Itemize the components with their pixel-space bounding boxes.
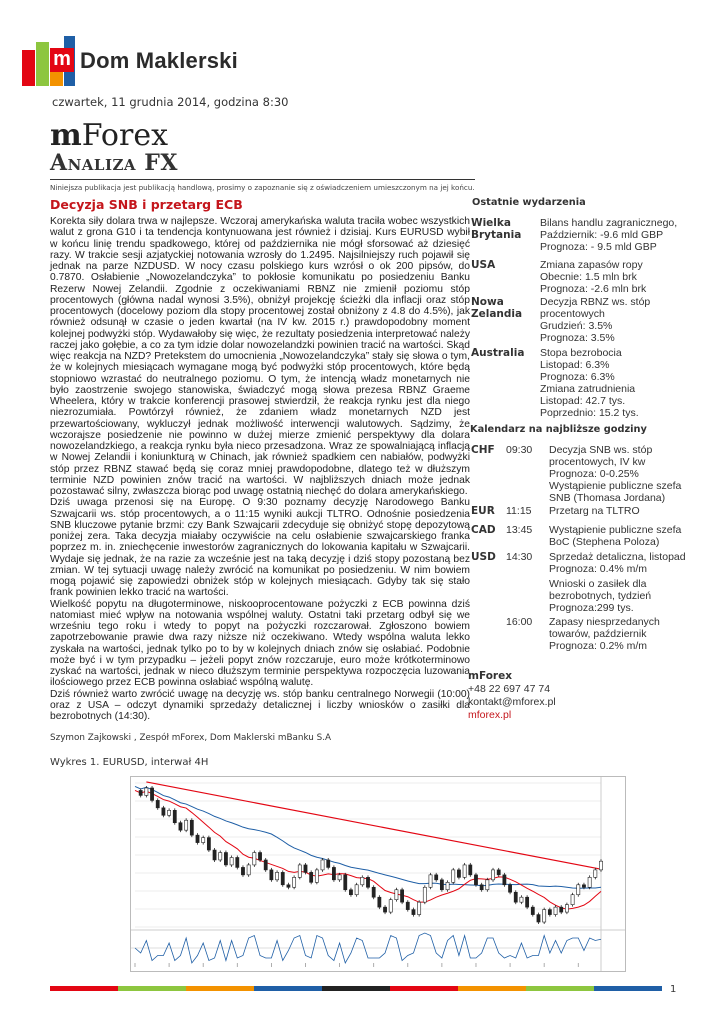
calendar-details xyxy=(549,444,681,504)
calendar-line: Przetarg na TLTRO xyxy=(549,505,640,517)
footer-stripe-segment xyxy=(594,986,662,991)
candle-body xyxy=(548,910,551,915)
calendar-line: Decyzja SNB ws. stóp xyxy=(549,444,653,456)
candle-body xyxy=(383,907,386,912)
calendar-details xyxy=(549,524,681,548)
candle-body xyxy=(202,838,205,843)
candle-body xyxy=(372,887,375,897)
candle-body xyxy=(514,892,517,902)
event-line: Obecnie: 1.5 mln brk xyxy=(540,271,637,283)
candle-body xyxy=(554,907,557,914)
event-country: Australia xyxy=(471,347,525,359)
calendar-line: SNB (Thomasa Jordana) xyxy=(549,492,666,504)
candle-body xyxy=(378,897,381,907)
article-headline: Decyzja SNB i przetarg ECB xyxy=(50,197,243,212)
brand-name: Dom Maklerski xyxy=(80,48,238,73)
calendar-line: Prognoza: 0.2% m/m xyxy=(549,640,648,652)
article-body xyxy=(50,216,470,722)
candle-body xyxy=(332,867,335,879)
calendar-line: bezrobotnych, tydzień xyxy=(549,590,652,602)
event-line: Prognoza: 3.5% xyxy=(540,332,615,344)
candle-body xyxy=(338,875,341,880)
calendar-details xyxy=(549,616,660,652)
candle-body xyxy=(543,910,546,922)
event-line: Prognoza: -2.6 mln brk xyxy=(540,283,647,295)
candle-body xyxy=(190,820,193,835)
calendar-time: 14:30 xyxy=(506,551,533,563)
candle-body xyxy=(236,857,239,867)
candle-body xyxy=(446,882,449,889)
candle-body xyxy=(179,823,182,830)
event-details xyxy=(540,347,639,419)
candle-body xyxy=(571,895,574,905)
report-date: czwartek, 11 grudnia 2014, godzina 8:30 xyxy=(52,95,289,109)
candle-body xyxy=(344,875,347,890)
chart-caption: Wykres 1. EURUSD, interwał 4H xyxy=(50,757,209,768)
candle-body xyxy=(361,877,364,884)
contact-email[interactable]: kontakt@mforex.pl xyxy=(468,696,556,708)
event-line: Październik: -9.6 mld GBP xyxy=(540,229,664,241)
calendar-currency: CHF xyxy=(471,444,495,456)
candle-body xyxy=(293,877,296,887)
page-number: 1 xyxy=(670,984,677,995)
calendar-line: towarów, październik xyxy=(549,628,647,640)
candle-body xyxy=(599,861,602,870)
candle-body xyxy=(230,857,233,864)
candle-body xyxy=(270,870,273,880)
candle-body xyxy=(457,870,460,877)
candle-body xyxy=(503,875,506,885)
event-line: Prognoza: 6.3% xyxy=(540,371,615,383)
footer-stripe-segment xyxy=(322,986,390,991)
paragraph: Korekta siły dolara trwa w najlepsze. Wczoraj amerykańska waluta traciła wobec wszystkich walut z grona G10 i ta tendencja kontynuowana jest również i dzisiaj. Kurs EURUSD wybił w końcu linię trendu spadkowego, której od października nie mógł sforsować aż dziesięć razy. W trakcie sesji azjatyckiej notowania wzrosły do 1.2495. Najsilniejszy ruch pojawił się jednak na parze NZDUSD. W nocy czasu polskiego kurs wzrósł o ok 200 pipsów, do 0.7870. Osłabienie „Nowozelandczyka” to pokłosie komunikatu po posiedzeniu Banku Rezerw Nowej Zelandii. Zgodnie z oczekiwaniami RBNZ nie zmienił poziomu stóp procentowych (główna nadal wynosi 3.5%), obniżył projekcję ścieżki dla inflacji oraz stóp procentowych (docelowy poziom dla stopy procentowej został obniżony z 4.8 do 4.5%), jak również odsunął w czasie o jeden kwartał (na IV kw. 2015 r.) prawdopodobny moment kolejnej podwyżki stóp. Wydawałoby się więc, że rezultaty posiedzenia interpretować należy raczej jako gołębie, a co za tym idzie dolar nowozelandzki powinien tracić na wartości. Skąd więc reakcja na NZD? Pretekstem do umocnienia „Nowozelandczyka” stały się słowa o tym, że w kolejnych miesiącach wymagane mogą być podwyżki stóp procentowych, które będą stopniowo wzrastać do neutralnego poziomu. O tym, że intencją władz monetarnych nie było zaostrzenie swojego stanowiska, świadczyć mogą słowa prezesa RBNZ Graeme Wheelera, który w trakcie konferencji prasowej stwierdził, że reakcja rynku jest dla niego niezrozumiała. Powtórzył również, że zdaniem władz monetarnych NZD jest przewartościowany, wykluczył jednak możliwość interwencji walutowych. Sądzimy, że wczorajsze posiedzenie nie powinno w dużej mierze zmienić perspektywy dla dolara nowozelandzkiego, a reakcja rynku była nieco przesadzona. Wraz ze spowalniającą inflacją w Nowej Zelandii i koniunkturą w Chinach, jak również spadkiem cen nabiałów, podwyżki stóp przez RBNZ stawać będą się coraz mniej prawdopodobne, dlatego też w dłuższym terminie NZD powinien znów tracić na wartości. W najbliższych dniach może jednak pozostawać silny, zwłaszcza biorąc pod uwagę ostatnią niechęć do dolara amerykańskiego. xyxy=(50,216,470,497)
calendar-currency: CAD xyxy=(471,524,496,536)
candle-body xyxy=(400,890,403,902)
event-details xyxy=(540,296,650,344)
contact-website-link[interactable]: mforex.pl xyxy=(468,709,512,721)
candle-body xyxy=(253,853,256,865)
candle-body xyxy=(162,808,165,815)
candle-body xyxy=(258,853,261,860)
candle-body xyxy=(275,872,278,879)
candle-body xyxy=(594,870,597,877)
candle-body xyxy=(304,865,307,872)
event-line: Listopad: 6.3% xyxy=(540,359,610,371)
candle-body xyxy=(287,885,290,887)
candle-body xyxy=(349,890,352,895)
candle-body xyxy=(281,872,284,884)
candle-body xyxy=(196,835,199,842)
candle-body xyxy=(355,885,358,895)
calendar-time: 09:30 xyxy=(506,444,533,456)
candle-body xyxy=(418,902,421,914)
disclaimer: Niniejsza publikacja jest publikacją handlową, prosimy o zapoznanie się z oświadczeniem umieszczonym na jej końcu. xyxy=(50,183,475,192)
logo-m-badge xyxy=(50,48,74,72)
candle-body xyxy=(173,810,176,822)
candle-body xyxy=(224,853,227,865)
calendar-details xyxy=(549,505,640,517)
candle-body xyxy=(429,875,432,887)
footer-stripe-segment xyxy=(50,986,118,991)
candle-body xyxy=(565,905,568,912)
candle-body xyxy=(588,877,591,887)
product-name: Forex xyxy=(81,118,168,153)
candle-body xyxy=(150,788,153,800)
event-line: Grudzień: 3.5% xyxy=(540,320,613,332)
contact-phone[interactable]: +48 22 697 47 74 xyxy=(468,683,551,695)
candle-body xyxy=(185,820,188,830)
calendar-line: procentowych, IV kw xyxy=(549,456,646,468)
candle-body xyxy=(423,887,426,902)
calendar-details xyxy=(549,551,686,614)
candle-body xyxy=(310,872,313,882)
footer-stripe xyxy=(50,986,662,991)
candle-body xyxy=(389,900,392,912)
logo-letter: m xyxy=(53,48,71,70)
calendar-line: BoC (Stephena Poloza) xyxy=(549,536,660,548)
calendar-line: Zapasy niesprzedanych xyxy=(549,616,660,628)
candle-body xyxy=(582,885,585,887)
event-line: Zmiana zapasów ropy xyxy=(540,259,643,271)
paragraph: Dziś uwaga przenosi się na Europę. O 9:30 poznamy decyzję Narodowego Banku Szwajcarii ws. stóp procentowych, a o 11:15 wyniki aukcji TLTRO. Odnośnie posiedzenia SNB kluczowe pytanie brzmi: czy Bank Szwajcarii zdecyduje się obniżyć stopę depozytową poniżej zera. Taka decyzja miałaby oczywiście na celu osłabienie szwajcarskiego franka poprzez m. in. zniechęcenie inwestorów zagranicznych do lokowania kapitału w Szwajcarii. Wydaje się jednak, że na razie za wcześnie jest na taką decyzję i dziś stopy pozostaną bez zmian. W tej sytuacji uwagę należy zwrócić na komunikat po posiedzeniu. W nim bowiem mogą pojawić się zapowiedzi obniżek stóp w kolejnych miesiącach. Gdyby tak się stało frank powinien lekko tracić na wartości. xyxy=(50,497,470,599)
header-divider xyxy=(50,179,475,180)
event-country: Wielka Brytania xyxy=(471,217,522,241)
calendar-time: 13:45 xyxy=(506,524,533,536)
calendar-line: Prognoza:299 tys. xyxy=(549,602,634,614)
footer-stripe-segment xyxy=(186,986,254,991)
candle-body xyxy=(366,877,369,887)
event-line: Bilans handlu zagranicznego, xyxy=(540,217,678,229)
candle-body xyxy=(412,910,415,915)
calendar-time: 16:00 xyxy=(506,616,533,628)
candle-body xyxy=(395,890,398,900)
paragraph: Wielkość popytu na długoterminowe, niskooprocentowane pożyczki z ECB powinna dziś natomiast mieć wpływ na notowania wspólnej waluty. Ostatni taki przetarg odbył się we wrześniu tego roku i wtedy to popyt na pożyczki rozczarował. Zgłoszono bowiem zapotrzebowanie prawie dwa razy niższe niż oczekiwano. Wtedy wspólna waluta lekko zyskała na wartości, jednak tylko po to by w kolejnych dniach znów się osłabiać. Podobnie może być i w tym przypadku – jeżeli popyt znów rozczaruje, euro może krótkoterminowo zyskać na wartości, jednak w nieco dłuższym terminie perspektywa rozpoczęcia luzowania ilościowego przez ECB powinna osłabiać wspólną walutę. xyxy=(50,598,470,689)
calendar-title: Kalendarz na najbliższe godziny xyxy=(470,424,647,435)
event-line: Zmiana zatrudnienia xyxy=(540,383,636,395)
candle-body xyxy=(145,788,148,795)
calendar-time: 11:15 xyxy=(506,505,532,517)
author-line: Szymon Zajkowski , Zespół mForex, Dom Maklerski mBanku S.A xyxy=(50,733,332,743)
calendar-line: Sprzedaż detaliczna, listopad xyxy=(549,551,686,563)
event-line: procentowych xyxy=(540,308,605,320)
company-logo xyxy=(22,28,272,86)
candle-body xyxy=(537,915,540,922)
candle-body xyxy=(167,810,170,815)
candle-body xyxy=(497,870,500,875)
calendar-line: Wystąpienie publiczne szefa xyxy=(549,480,682,492)
event-line: Decyzja RBNZ ws. stóp xyxy=(540,296,651,308)
footer-stripe-segment xyxy=(390,986,458,991)
candle-body xyxy=(480,885,483,890)
product-prefix: m xyxy=(50,118,82,153)
footer-stripe-segment xyxy=(458,986,526,991)
eurusd-chart xyxy=(130,776,626,972)
footer-stripe-segment xyxy=(526,986,594,991)
candle-body xyxy=(526,897,529,907)
calendar-line: Prognoza: 0.4% m/m xyxy=(549,563,648,575)
candle-body xyxy=(531,907,534,914)
footer-stripe-segment xyxy=(254,986,322,991)
event-line: Prognoza: - 9.5 mld GBP xyxy=(540,241,657,253)
footer-stripe-segment xyxy=(118,986,186,991)
candle-body xyxy=(469,865,472,875)
report-title: Analiza FX xyxy=(50,150,178,176)
calendar-line: Wnioski o zasiłek dla xyxy=(549,578,647,590)
candle-body xyxy=(213,850,216,860)
calendar-currency: EUR xyxy=(471,505,495,517)
event-country: Nowa Zelandia xyxy=(471,296,523,320)
candle-body xyxy=(474,875,477,885)
event-details xyxy=(540,259,646,295)
candle-body xyxy=(219,853,222,860)
candle-body xyxy=(264,860,267,870)
calendar-line: Prognoza: 0-0.25% xyxy=(549,468,639,480)
event-line: Poprzednio: 15.2 tys. xyxy=(540,407,639,419)
product-brand xyxy=(50,118,168,153)
candle-body xyxy=(207,838,210,850)
candle-body xyxy=(560,907,563,912)
candle-body xyxy=(435,875,438,880)
calendar-currency: USD xyxy=(471,551,496,563)
candle-body xyxy=(577,885,580,895)
contact-title: mForex xyxy=(468,670,512,682)
candle-body xyxy=(247,865,250,875)
logo-bar xyxy=(36,42,49,86)
logo-bar xyxy=(22,50,35,86)
recent-events-title: Ostatnie wydarzenia xyxy=(472,197,586,208)
candle-body xyxy=(406,902,409,909)
candle-body xyxy=(463,865,466,877)
candle-body xyxy=(452,870,455,882)
event-country: USA xyxy=(471,259,496,271)
candle-body xyxy=(156,800,159,807)
calendar-line: Wystąpienie publiczne szefa xyxy=(549,524,682,536)
paragraph: Dziś również warto zwrócić uwagę na decyzję ws. stóp banku centralnego Norwegii (10:00) oraz z USA – odczyt dynamiki sprzedaży detalicznej i liczby wniosków o zasiłki dla bezrobotnych (14:30). xyxy=(50,688,470,722)
candle-body xyxy=(491,870,494,880)
candle-body xyxy=(321,860,324,870)
event-line: Listopad: 42.7 tys. xyxy=(540,395,626,407)
candle-body xyxy=(440,880,443,890)
chart-svg xyxy=(131,777,625,971)
event-line: Stopa bezrobocia xyxy=(540,347,622,359)
candle-body xyxy=(520,897,523,902)
event-details xyxy=(540,217,677,253)
candle-body xyxy=(508,885,511,892)
candle-body xyxy=(139,790,142,795)
candle-body xyxy=(241,867,244,874)
candle-body xyxy=(486,880,489,890)
candle-body xyxy=(315,870,318,882)
candle-body xyxy=(298,865,301,877)
candle-body xyxy=(327,860,330,867)
